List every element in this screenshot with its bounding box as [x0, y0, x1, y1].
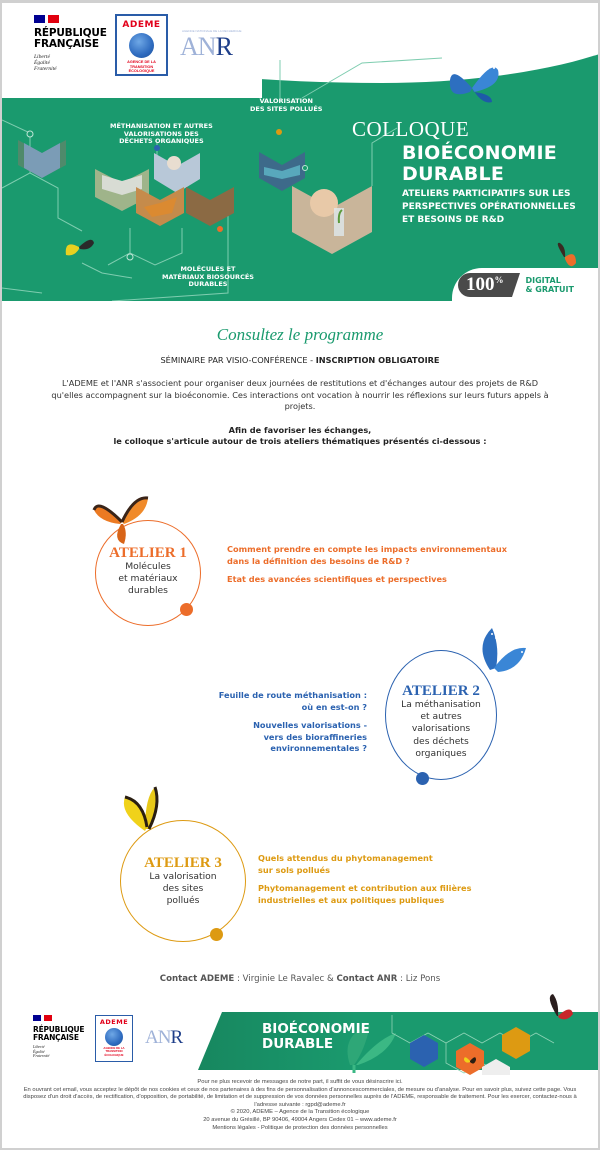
logo-ademe: ADEME AGENCE DE LA TRANSITION ÉCOLOGIQUE [115, 14, 168, 76]
atelier-2-body: La méthanisation et autres valorisations des déchets organiques [401, 699, 481, 759]
hex-blue [410, 1035, 438, 1067]
footer-logo-anr: ANR [145, 1027, 183, 1048]
globe-icon [129, 33, 154, 58]
yellow-butterfly-icon [115, 783, 163, 841]
colloque-label: COLLOQUE [352, 117, 470, 141]
intro-section [0, 325, 600, 448]
hex-photo-wood [186, 187, 234, 226]
atelier-2-dot [416, 772, 429, 785]
hex-gold [502, 1027, 530, 1059]
seminar-info: SÉMINAIRE PAR VISIO-CONFÉRENCE - INSCRIPTION OBLIGATOIRE [160, 355, 440, 365]
yellow-butterfly-icon [62, 233, 96, 259]
intro-description: L'ADEME et l'ANR s'associent pour organiser deux journées de restitutions et d'échanges autour des projets de R&D qu'elles accompagnent sur la bioéconomie. Ces interactions ont vocation à nourrir les réflexions sur leurs futurs appels à projets. [51, 378, 549, 411]
atelier-1-body: Molécules et matériaux durables [118, 561, 178, 597]
intro-ateliers-lead: Afin de favoriser les échanges, le colloque s'articule autour de trois ateliers thématiques présentés ci-dessous : [113, 424, 487, 446]
atelier-2-title: ATELIER 2 [402, 683, 480, 699]
rf-flag-icon [33, 1015, 93, 1021]
hero-subtitle: ATELIERS PARTICIPATIFS SUR LES PERSPECTIVES OPÉRATIONNELLES ET BESOINS DE R&D [402, 189, 576, 225]
logo-anr: AGENCE NATIONALE DE LA RECHERCHE ANR [180, 29, 242, 61]
blue-butterfly-icon [442, 60, 502, 110]
hex-label-molecules: MOLÉCULES ET MATÉRIAUX BIOSOURCÉS DURABLES [162, 265, 254, 288]
orange-butterfly-icon [90, 496, 152, 546]
unsubscribe-link[interactable]: Pour ne plus recevoir de messages de notre part, il suffit de vous désinscrire ici. [197, 1079, 403, 1085]
address: 20 avenue du Grésillé, BP 90406, 49004 Angers Cedex 01 – www.ademe.fr [203, 1116, 397, 1123]
atelier-3-topics: Quels attendus du phytomanagement sur sols pollués Phytomanagement et contribution aux filières industrielles et aux politiques publiques [258, 853, 472, 905]
atelier-1-title: ATELIER 1 [109, 545, 187, 561]
cookies-notice: En ouvrant cet email, vous acceptez le dépôt de nos cookies et ceux de nos partenaires à des fins de personnalisation d'annoncescommerciales, de mesure ou d'analyse. Pour en savoir plus, suivez cette page. Vous disposez d'un droit d'accès, de rectification, d'opposition, de portabilité, de limitation et de suppression de vos données personnelles auprès de l'ADEME, responsable de traitement. Pour les exercer, contactez-nous à l'adresse suivante : rgpd@ademe.fr [23, 1086, 577, 1108]
atelier-1-topics: Comment prendre en compte les impacts environnementaux dans la définition des besoins de R&D ? Etat des avancées scientifiques et perspectives [227, 544, 508, 584]
blue-butterfly-icon [470, 626, 530, 688]
atelier-1-dot [180, 603, 193, 616]
hero-title: BIOÉCONOMIE DURABLE [402, 142, 558, 185]
hex-label-methanisation: MÉTHANISATION ET AUTRES VALORISATIONS DES DÉCHETS ORGANIQUES [110, 122, 213, 145]
logo-republique-francaise: RÉPUBLIQUE FRANÇAISE Liberté Égalité Fraternité [34, 15, 114, 72]
atelier-3-dot [210, 928, 223, 941]
footer-logo-republique-francaise: RÉPUBLIQUE FRANÇAISE Liberté Égalité Fraternité [33, 1015, 93, 1059]
footer-title: BIOÉCONOMIE DURABLE [262, 1021, 370, 1052]
hex-white [482, 1059, 510, 1075]
globe-icon [105, 1028, 123, 1046]
red-butterfly-icon [543, 992, 575, 1022]
atelier-3-title: ATELIER 3 [144, 855, 222, 871]
legal-footer: Pour ne plus recevoir de messages de notre part, il suffit de vous désinscrire ici. En ouvrant cet email, vous acceptez le dépôt de nos cookies et ceux de nos partenaires à des fins de personnalisation d'annoncescommerciales, de mesure ou d'analyse. Pour en savoir plus, suivez cette page. Vous disposez d'un droit d'accès, de rectification, d'opposition, de portabilité, de limitation et de suppression de vos données personnelles auprès de l'ADEME, responsable de traitement. Pour les exercer, contactez-nous à l'adresse suivante : rgpd@ademe.fr © 2020, ADEME – Agence de la Transition écologique 20 avenue du Grésillé, BP 90406, 49004 Angers Cedex 01 – www.ademe.fr Mentions légales - Politique de protection des données personnelles [0, 1079, 600, 1132]
footer-logo-ademe: ADEME AGENCE DE LA TRANSITION ÉCOLOGIQUE [95, 1015, 133, 1062]
program-link[interactable]: Consultez le programme [216, 325, 384, 344]
hex-label-sites: VALORISATION DES SITES POLLUÉS [250, 97, 323, 113]
privacy-policy-link[interactable]: Politique de protection des données personnelles [261, 1124, 388, 1131]
legal-mentions-link[interactable]: Mentions légales [212, 1124, 256, 1131]
rf-flag-icon [34, 15, 114, 23]
atelier-3-body: La valorisation des sites pollués [149, 871, 217, 907]
copyright: © 2020, ADEME – Agence de la Transition écologique [230, 1109, 370, 1116]
contact-line: Contact ADEME : Virginie Le Ravalec & Contact ANR : Liz Pons [159, 974, 441, 984]
small-yellow-butterfly-icon [462, 1052, 478, 1068]
atelier-2-topics: Feuille de route méthanisation : où en est-on ? Nouvelles valorisations - vers des bioraffineries environnementales ? [218, 690, 367, 753]
digital-free-badge: 100% DIGITAL & GRATUIT [458, 273, 574, 297]
